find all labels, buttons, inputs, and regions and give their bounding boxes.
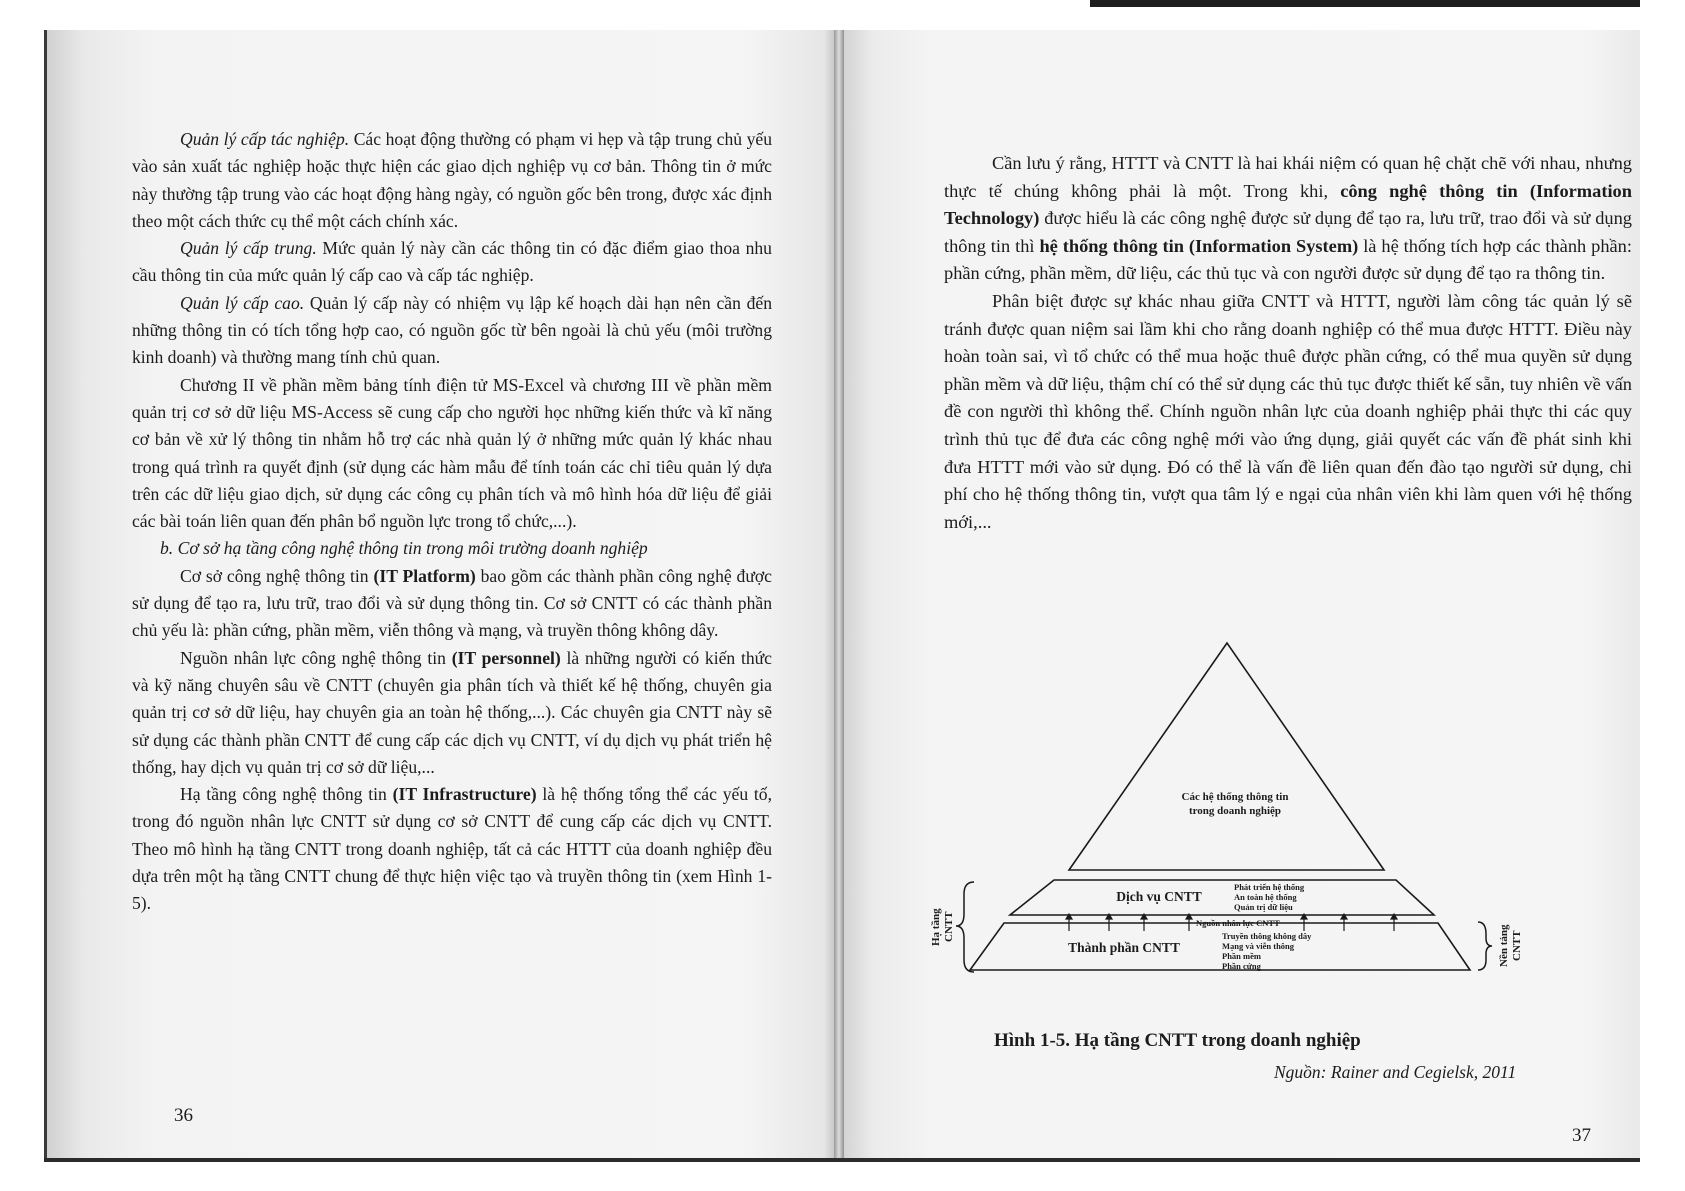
paragraph-cap-cao: Quản lý cấp cao. Quản lý cấp này có nhiệm vụ lập kế hoạch dài hạn nên cần đến những thông tin có tích tổng hợp cao, có nguồn gốc từ bên ngoài là chủ yếu (môi trường kinh doanh) và thường mang tính chủ quan. — [132, 292, 772, 368]
bottom-item-2: Mạng và viễn thông — [1222, 941, 1295, 951]
paragraph-it-infrastructure: Hạ tầng công nghệ thông tin (IT Infrastructure) là hệ thống tổng thể các yếu tố, trong đó nguồn nhân lực CNTT sử dụng cơ sở CNTT để cung cấp các dịch vụ CNTT. Theo mô hình hạ tầng CNTT trong doanh nghiệp, tất cả các HTTT của doanh nghiệp đều dựa trên một hạ tầng CNTT chung để thực hiện việc tạo và truyền thông tin (xem Hình 1-5). — [132, 784, 773, 914]
it-infrastructure-figure — [904, 638, 1634, 1038]
bottom-item-1: Truyền thông không dây — [1222, 931, 1312, 941]
middle-item-3: Quản trị dữ liệu — [1234, 902, 1293, 912]
right-page-text — [944, 150, 1632, 536]
left-edge — [44, 30, 47, 1160]
paragraph-cap-trung: Quản lý cấp trung. Mức quản lý này cần các thông tin có đặc điểm giao thoa nhu cầu thông tin của mức quản lý cấp cao và cấp tác nghiệp. — [132, 238, 772, 286]
left-brace-label: Hạ tầng CNTT — [930, 908, 955, 946]
bottom-item-4: Phần cứng — [1222, 961, 1261, 971]
bottom-scan-edge — [44, 1158, 1640, 1162]
right-brace — [1478, 922, 1492, 970]
top-triangle — [1069, 643, 1384, 870]
book-spread — [44, 30, 1640, 1160]
paragraph-chuong: Chương II về phần mềm bảng tính điện tử MS-Excel và chương III về phần mềm quản trị cơ sở dữ liệu MS-Access sẽ cung cấp cho người học những kiến thức và kĩ năng cơ bản về xử lý thông tin nhằm hỗ trợ các nhà quản lý ở những mức quản lý khác nhau trong quá trình ra quyết định (sử dụng các hàm mẫu để tính toán các chỉ tiêu quản lý dựa trên các dữ liệu giao dịch, sử dụng các công cụ phân tích và mô hình hóa dữ liệu để giải các bài toán liên quan đến phân bổ nguồn lực trong tổ chức,...). — [132, 374, 772, 532]
figure-caption: Hình 1-5. Hạ tầng CNTT trong doanh nghiệp — [994, 1030, 1361, 1051]
top-label-2: trong doanh nghiệp — [1188, 805, 1282, 817]
paragraph-phan-biet: Phân biệt được sự khác nhau giữa CNTT và HTTT, người làm công tác quản lý sẽ tránh được quan niệm sai lầm khi cho rằng doanh nghiệp có thể mua được HTTT. Điều này hoàn toàn sai, vì tổ chức có thể mua hoặc thuê được phần cứng, có thể mua quyền sử dụng phần mềm và dữ liệu, thậm chí có thể sử dụng các thủ tục được thiết kế sẵn, tuy nhiên về vấn đề con người thì không thể. Chính nguồn nhân lực của doanh nghiệp phải thực thi các quy trình thủ tục để đưa các công nghệ mới vào ứng dụng, giải quyết các vấn đề phát sinh khi đưa HTTT mới vào sử dụng. Đó có thể là vấn đề liên quan đến đào tạo người sử dụng, chi phí cho hệ thống thông tin, vượt qua tâm lý e ngại của nhân viên khi làm quen với hệ thống mới,... — [944, 290, 1632, 532]
bottom-item-3: Phần mềm — [1222, 951, 1261, 961]
paragraph-httt-cntt: Cần lưu ý rằng, HTTT và CNTT là hai khái niệm có quan hệ chặt chẽ với nhau, nhưng thực tế chúng không phải là một. Trong khi, công nghệ thông tin (Information Technology) được hiểu là các công nghệ được sử dụng để tạo ra, lưu trữ, trao đổi và sử dụng thông tin thì hệ thống thông tin (Information System) là hệ thống tích hợp các thành phần: phần cứng, phần mềm, dữ liệu, các thủ tục và con người được sử dụng để tạo ra thông tin. — [944, 153, 1632, 284]
paragraph-it-platform: Cơ sở công nghệ thông tin (IT Platform) bao gồm các thành phần công nghệ được sử dụng để tạo ra, lưu trữ, trao đổi và sử dụng thông tin. Cơ sở CNTT có các thành phần chủ yếu là: phần cứng, phần mềm, viễn thông và mạng, và truyền thông không dây. — [132, 565, 772, 641]
page-number-left: 36 — [174, 1105, 193, 1126]
pyramid-diagram — [904, 638, 1634, 1038]
right-brace-label: Nền tảng CNTT — [1498, 924, 1523, 968]
subheading: b. Cơ sở hạ tầng công nghệ thông tin trong môi trường doanh nghiệp — [160, 538, 648, 559]
personnel-label: Nguồn nhân lực CNTT — [1196, 918, 1280, 928]
figure-source: Nguồn: Rainer and Cegielsk, 2011 — [1274, 1062, 1517, 1082]
middle-item-2: An toàn hệ thống — [1234, 892, 1297, 902]
middle-label: Dịch vụ CNTT — [1116, 889, 1202, 904]
book-gutter — [834, 30, 844, 1160]
top-label-1: Các hệ thống thông tin — [1181, 791, 1289, 803]
paragraph-tac-nghiep: Quản lý cấp tác nghiệp. Các hoạt động thường có phạm vi hẹp và tập trung chủ yếu vào sản xuất tác nghiệp hoặc thực hiện các giao dịch nghiệp vụ cơ bản. Thông tin ở mức này thường tập trung vào các hoạt động hàng ngày, có nguồn gốc bên trong, được xác định theo một cách thức cụ thể một cách chính xác. — [132, 129, 772, 231]
middle-item-1: Phát triển hệ thống — [1234, 882, 1305, 892]
top-scan-edge — [1090, 0, 1640, 7]
left-page — [44, 30, 834, 1160]
left-brace — [956, 882, 974, 972]
right-page — [844, 30, 1640, 1160]
page-number-right: 37 — [1572, 1125, 1591, 1146]
paragraph-it-personnel: Nguồn nhân lực công nghệ thông tin (IT personnel) là những người có kiến thức và kỹ năng chuyên sâu về CNTT (chuyên gia phân tích và thiết kế hệ thống, chuyên gia quản trị cơ sở dữ liệu, hay chuyên gia an toàn hệ thống,...). Các chuyên gia CNTT này sẽ sử dụng các thành phần CNTT để cung cấp các dịch vụ CNTT, ví dụ dịch vụ phát triển hệ thống, hay dịch vụ quản trị cơ sở dữ liệu,... — [132, 647, 772, 777]
bottom-label: Thành phần CNTT — [1068, 940, 1180, 955]
left-page-text — [132, 126, 772, 918]
